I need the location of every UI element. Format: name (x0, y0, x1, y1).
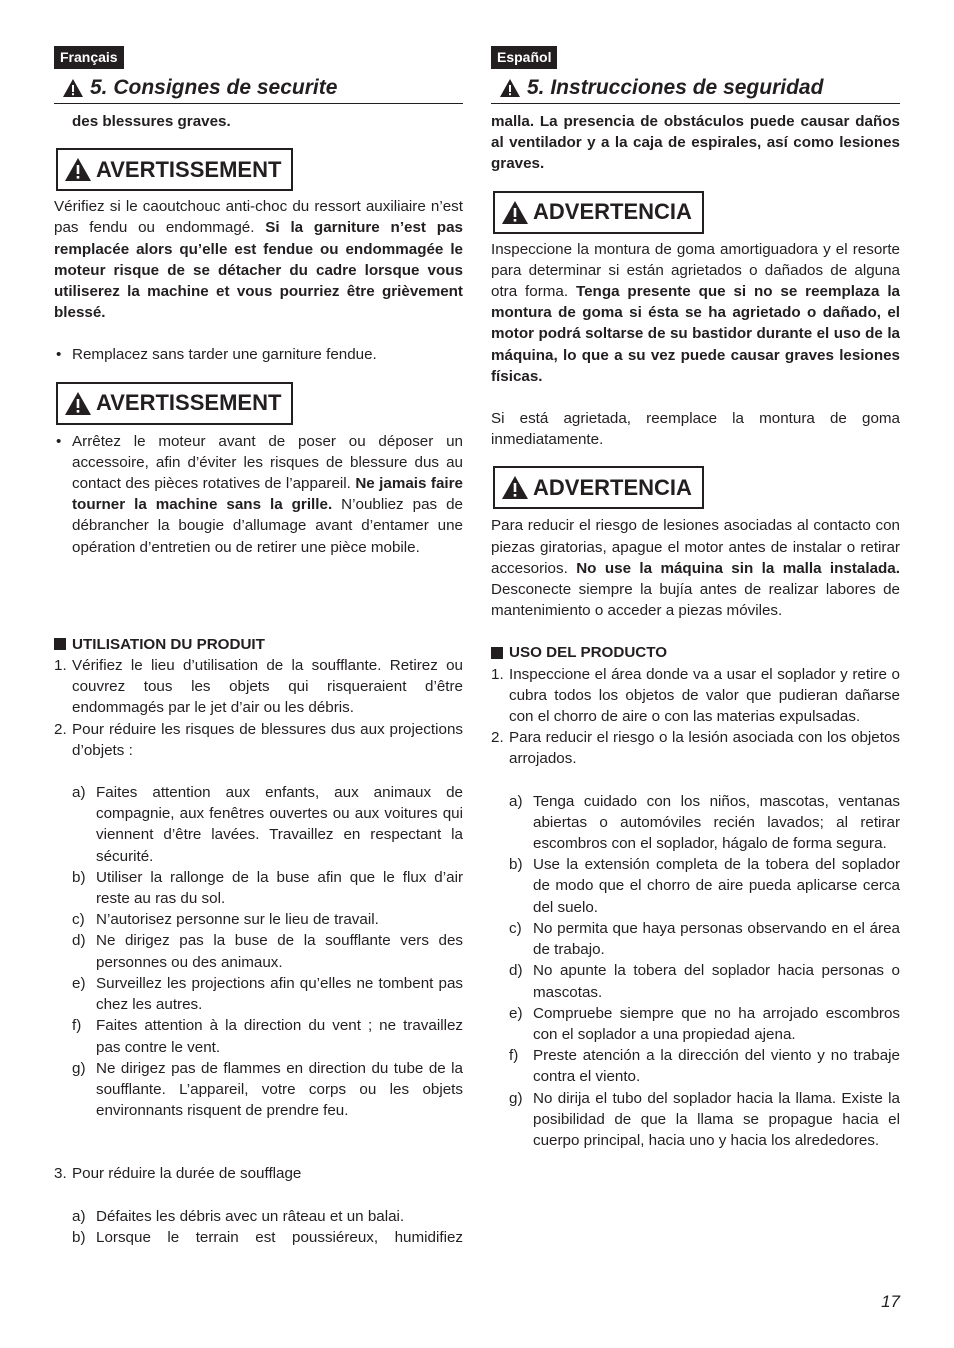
sub-item (54, 1227, 463, 1248)
list-item-text (72, 431, 463, 558)
sub-item-text: Preste atención a la dirección del viento y no trabaje contra el viento. (533, 1047, 900, 1086)
warning-text-bold: Si la garniture n’est pas remplacée alors qu’elle est fendue ou endommagée le moteur risque de se détacher du cadre lorsque vous utiliserez la machine et vous pourriez être grièvement blessé. (54, 219, 463, 322)
language-tag-spanish: Español (491, 46, 557, 69)
usage-heading (491, 642, 900, 663)
usage-heading-text: UTILISATION DU PRODUIT (72, 635, 265, 653)
numbered-item (491, 664, 900, 728)
sub-item-marker: a) (72, 784, 86, 802)
sub-item (54, 1206, 463, 1227)
sub-item-marker: a) (509, 792, 523, 810)
bullet-marker: • (56, 346, 62, 364)
number-marker: 3. (54, 1165, 67, 1183)
numbered-item-text: Pour réduire la durée de soufflage (72, 1165, 302, 1183)
warning-label: AVERTISSEMENT (96, 390, 282, 416)
section-title-spanish (491, 74, 900, 104)
square-bullet-icon (491, 647, 503, 659)
sub-item-text: Ne dirigez pas la buse de la soufflante vers des personnes ou des animaux. (96, 932, 463, 971)
page-number: 17 (881, 1292, 900, 1311)
warning-text-normal: Inspeccione la montura de goma amortiguadora y el resorte para determinar si están agrietados o dañados de alguna otra forma. (491, 240, 900, 301)
number-marker: 2. (54, 720, 67, 738)
warning-text-normal: Vérifiez si le caoutchouc anti-choc du ressort auxiliaire n’est pas fendu ou endommagé. (54, 198, 463, 237)
sub-item-marker: g) (509, 1089, 523, 1107)
sub-item (491, 854, 900, 918)
number-marker: 1. (491, 665, 504, 683)
sub-item (491, 960, 900, 1002)
list-item-text: Remplacez sans tarder une garniture fendue. (72, 346, 377, 364)
sub-item-text: Surveillez les projections afin qu’elles ne tombent pas chez les autres. (96, 974, 463, 1014)
usage-heading-text: USO DEL PRODUCTO (509, 644, 668, 662)
sub-item (54, 973, 463, 1015)
sub-item-text: Compruebe siempre que no ha arrojado escombros con el soplador a una propiedad ajena. (533, 1004, 900, 1043)
sub-item (491, 1003, 900, 1045)
section-title-french (54, 74, 463, 104)
sub-item-marker: d) (72, 932, 86, 950)
sub-item-text: Lorsque le terrain est poussiéreux, humidifiez (96, 1228, 463, 1246)
sub-item-text: Tenga cuidado con los niños, mascotas, ventanas abiertas o automóviles recién lavados; al retirar escombros con el soplador, hágalo de forma segura. (533, 792, 900, 853)
warning-triangle-icon (501, 475, 529, 500)
numbered-item (54, 1163, 463, 1184)
bullet-marker: • (56, 432, 62, 450)
warning-label: ADVERTENCIA (533, 199, 692, 225)
warning-label: ADVERTENCIA (533, 474, 692, 500)
sub-list (54, 782, 463, 1121)
sub-item-marker: e) (509, 1004, 523, 1022)
intro-text: malla. La presencia de obstáculos puede causar daños al ventilador y a la caja de espirales, así como lesiones graves. (491, 113, 900, 173)
sub-item-marker: g) (72, 1059, 86, 1077)
warning-followup-text: Si está agrietada, reemplace la montura de goma inmediatamente. (491, 410, 900, 449)
warning-text-bold: Ne jamais faire tourner la machine sans la grille. (72, 475, 463, 514)
warning-text-normal: Desconecte siempre la bujía antes de realizar labores de mantenimiento o acceder a piezas móviles. (491, 581, 900, 620)
sub-item (491, 1088, 900, 1152)
warning-text-normal: Para reducir el riesgo de lesiones asociadas al contacto con piezas giratorias, apague el motor antes de instalar o retirar accesorios. (491, 517, 900, 577)
warning-label: AVERTISSEMENT (96, 156, 282, 182)
warning-box (56, 382, 293, 425)
warning-text-normal: Arrêtez le moteur avant de poser ou déposer un accessoire, afin d’éviter les risques de blessure dus au contact des pièces rotatives de l’appareil. (72, 432, 463, 493)
warning-box (493, 191, 704, 234)
sub-item (54, 909, 463, 930)
sub-item (491, 1045, 900, 1087)
warning-text (54, 196, 463, 323)
section-title-text: 5. Instrucciones de seguridad (527, 76, 824, 99)
sub-item (491, 918, 900, 960)
numbered-item-text: Vérifiez le lieu d’utilisation de la soufflante. Retirez ou couvrez tous les objets qui risqueraient d’être endommagés par le jet d’air ou les débris. (72, 657, 463, 717)
sub-item (54, 930, 463, 972)
sub-item-text: Faites attention aux enfants, aux animaux de compagnie, aux fenêtres ouvertes ou aux voitures qui viennent d’être lavées. Travaillez en respectant la sécurité. (96, 784, 463, 865)
sub-list (54, 1206, 463, 1248)
warning-text-normal: N’oubliez pas de débrancher la bougie d’allumage avant d’entamer une opération d’entretien ou de retirer une pièce mobile. (72, 496, 463, 556)
sub-item-marker: a) (72, 1207, 86, 1225)
numbered-item-text: Inspeccione el área donde va a usar el soplador y retire o cubra todos los objetos de valor que pudieran dañarse con el chorro de aire o con las materias expulsadas. (509, 665, 900, 726)
sub-item-marker: f) (509, 1047, 519, 1065)
sub-item-marker: b) (72, 868, 86, 886)
sub-list (491, 791, 900, 1151)
warning-text (491, 239, 900, 387)
french-column (54, 46, 463, 1248)
sub-item (54, 1015, 463, 1057)
numbered-item (54, 655, 463, 719)
sub-item-marker: e) (72, 974, 86, 992)
warning-text (491, 515, 900, 621)
numbered-item-text: Pour réduire les risques de blessures dus aux projections d’objets : (72, 720, 463, 759)
sub-item (54, 867, 463, 909)
sub-item-text: Use la extensión completa de la tobera del soplador de modo que el chorro de aire pueda aplicarse cerca del suelo. (533, 856, 900, 916)
warning-triangle-icon (64, 157, 92, 182)
sub-item-text: Utiliser la rallonge de la buse afin que le flux d’air reste au ras du sol. (96, 868, 463, 908)
sub-item-text: No apunte la tobera del soplador hacia personas o mascotas. (533, 962, 900, 1001)
sub-item (491, 791, 900, 855)
numbered-item (54, 719, 463, 761)
sub-item-marker: f) (72, 1017, 82, 1035)
sub-item-marker: b) (509, 856, 523, 874)
warning-text-bold: No use la máquina sin la malla instalada. (576, 559, 900, 577)
intro-text: des blessures graves. (72, 113, 231, 130)
list-item (54, 431, 463, 558)
number-marker: 1. (54, 657, 67, 675)
sub-item-text: Ne dirigez pas de flammes en direction du tube de la soufflante. L’appareil, votre corps ou les objets environnants risquent de prendre feu. (96, 1059, 463, 1120)
sub-item-text: No permita que haya personas observando en el área de trabajo. (533, 919, 900, 959)
warning-triangle-icon (62, 78, 84, 98)
sub-item-marker: b) (72, 1228, 86, 1246)
warning-triangle-icon (501, 200, 529, 225)
sub-item-text: Défaites les débris avec un râteau et un balai. (96, 1207, 405, 1225)
sub-item-marker: d) (509, 962, 523, 980)
sub-item (54, 1058, 463, 1122)
warning-text-bold: Tenga presente que si no se reemplaza la montura de goma si ésta se ha agrietado o dañado, el motor podrá soltarse de su bastidor durante el uso de la máquina, lo que a su vez puede causar graves lesiones físicas. (491, 283, 900, 385)
warning-triangle-icon (64, 391, 92, 416)
warning-box (493, 466, 704, 509)
numbered-item-text: Para reducir el riesgo o la lesión asociada con los objetos arrojados. (509, 729, 900, 768)
usage-heading (54, 634, 463, 655)
language-tag-french: Français (54, 46, 124, 69)
sub-item-text: Faites attention à la direction du vent ; ne travaillez pas contre le vent. (96, 1017, 463, 1056)
sub-item-text: No dirija el tubo del soplador hacia la llama. Existe la posibilidad de que la llama se propague hacia el cuerpo principal, hacia uno y hacia los alrededores. (533, 1089, 900, 1149)
number-marker: 2. (491, 729, 504, 747)
sub-item-text: N’autorisez personne sur le lieu de travail. (96, 911, 379, 929)
sub-item-marker: c) (72, 911, 85, 929)
warning-box (56, 148, 293, 191)
warning-triangle-icon (499, 78, 521, 98)
sub-item-marker: c) (509, 919, 522, 937)
section-title-text: 5. Consignes de securite (90, 76, 338, 99)
spanish-column (491, 46, 900, 1151)
square-bullet-icon (54, 638, 66, 650)
sub-item (54, 782, 463, 867)
numbered-item (491, 727, 900, 769)
list-item (54, 344, 463, 365)
